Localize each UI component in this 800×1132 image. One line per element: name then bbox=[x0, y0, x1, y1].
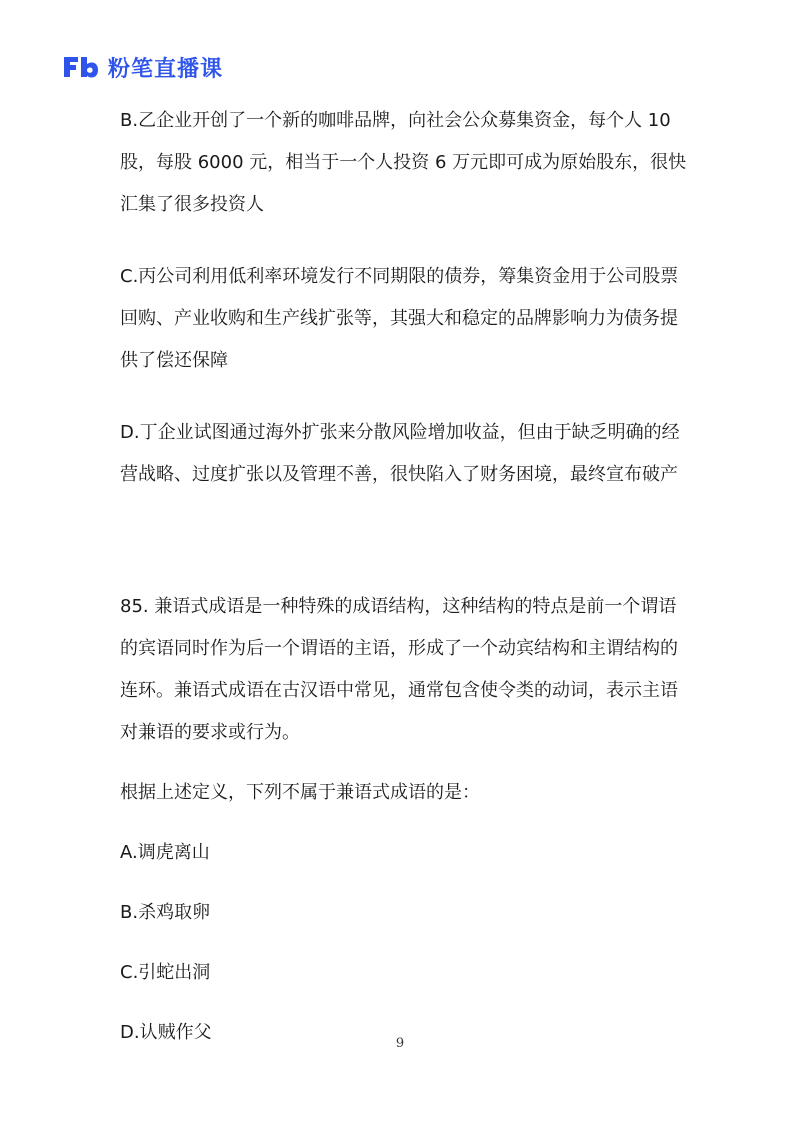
brand-name: 粉笔直播课 bbox=[108, 56, 224, 82]
header bbox=[60, 50, 223, 84]
choice-c: C.引蛇出洞 bbox=[120, 962, 211, 983]
question-prompt: 根据上述定义，下列不属于兼语式成语的是： bbox=[120, 782, 480, 803]
choice-a: A.调虎离山 bbox=[120, 842, 210, 863]
text-line: D.丁企业试图通过海外扩张来分散风险增加收益，但由于缺乏明确的经 bbox=[120, 422, 680, 443]
page-number: 9 bbox=[395, 1036, 405, 1051]
question-line: 对兼语的要求或行为。 bbox=[120, 722, 300, 743]
choice-d: D.认贼作父 bbox=[120, 1022, 212, 1043]
question-line: 连环。兼语式成语在古汉语中常见，通常包含使令类的动词，表示主语 bbox=[120, 680, 678, 701]
question-line: 85. 兼语式成语是一种特殊的成语结构，这种结构的特点是前一个谓语 bbox=[120, 596, 677, 617]
text-line: C.丙公司利用低利率环境发行不同期限的债券，筹集资金用于公司股票 bbox=[120, 266, 679, 287]
option-b-prev bbox=[120, 100, 690, 226]
text-line: 汇集了很多投资人 bbox=[120, 194, 264, 215]
option-d-prev bbox=[120, 412, 690, 496]
fb-logo-icon bbox=[60, 53, 100, 81]
text-line: B.乙企业开创了一个新的咖啡品牌，向社会公众募集资金，每个人 10 bbox=[120, 110, 671, 131]
option-c-prev bbox=[120, 256, 690, 382]
text-line: 供了偿还保障 bbox=[120, 350, 228, 371]
choice-b: B.杀鸡取卵 bbox=[120, 902, 211, 923]
page-content bbox=[120, 100, 690, 1054]
text-line: 营战略、过度扩张以及管理不善，很快陷入了财务困境，最终宣布破产 bbox=[120, 464, 678, 485]
question-line: 的宾语同时作为后一个谓语的主语，形成了一个动宾结构和主谓结构的 bbox=[120, 638, 678, 659]
question-85 bbox=[120, 586, 690, 754]
text-line: 股，每股 6000 元，相当于一个人投资 6 万元即可成为原始股东，很快 bbox=[120, 152, 687, 173]
text-line: 回购、产业收购和生产线扩张等，其强大和稳定的品牌影响力为债务提 bbox=[120, 308, 678, 329]
